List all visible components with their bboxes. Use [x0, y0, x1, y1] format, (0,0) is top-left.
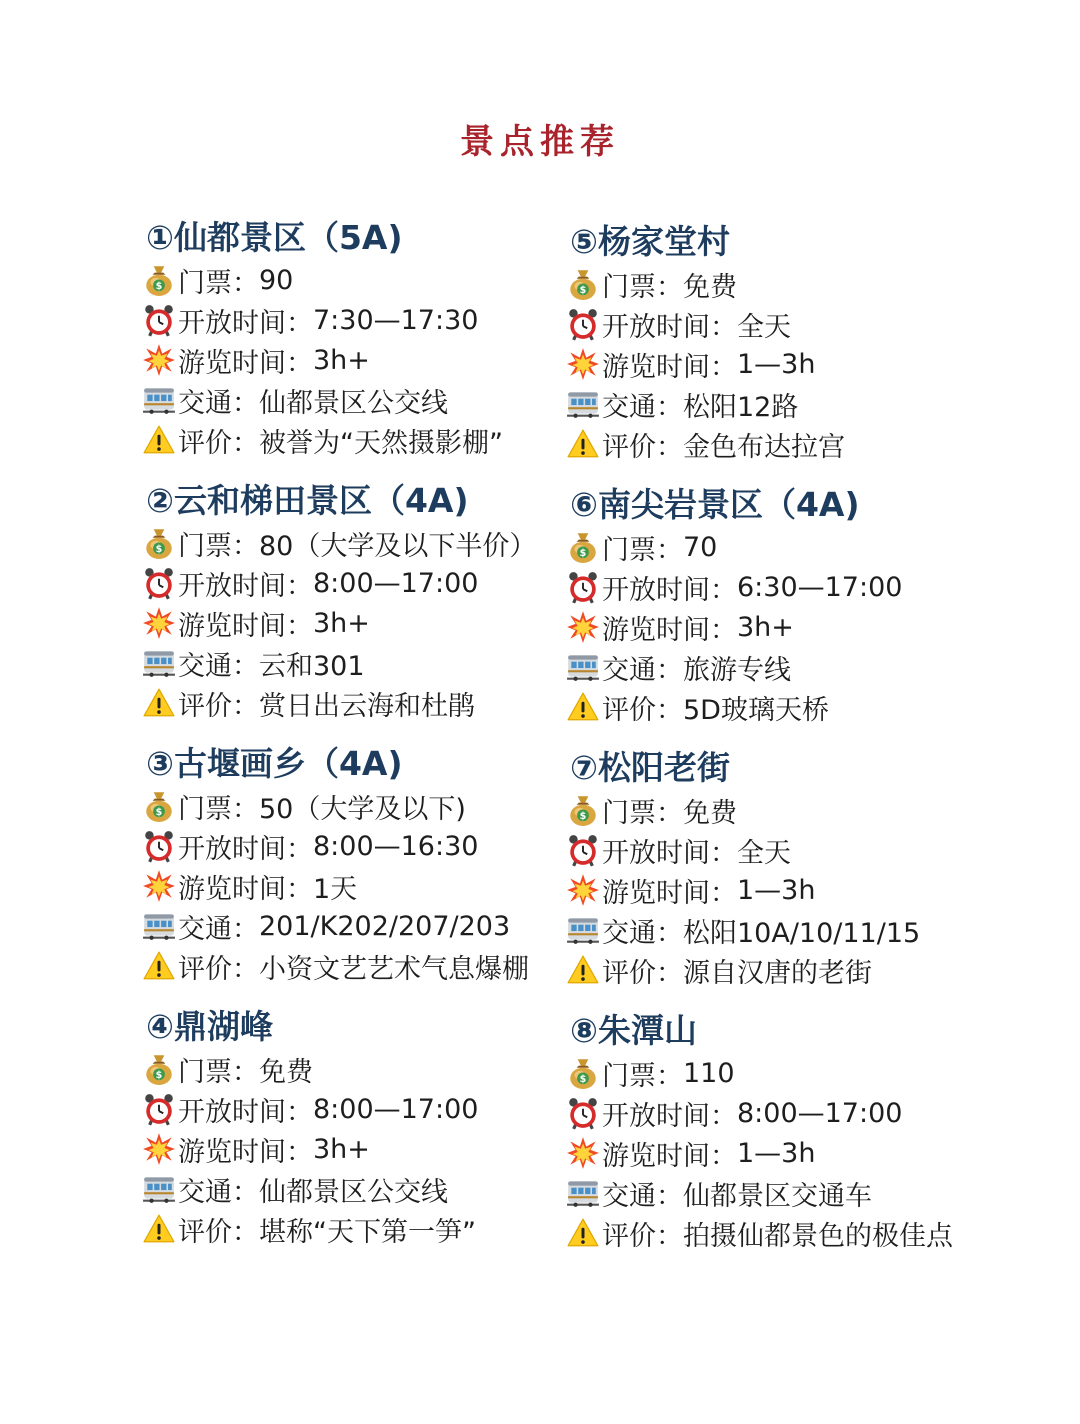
hours-label: 开放时间： — [178, 307, 313, 339]
hours-value: 8:00—16:30 — [313, 830, 479, 862]
duration-value: 3h+ — [313, 607, 370, 639]
transport-value: 旅游专线 — [683, 654, 791, 686]
hours-label: 开放时间： — [178, 833, 313, 865]
spot-title: ⑥南尖岩景区（4A) — [570, 485, 860, 524]
ticket-label: 门票： — [178, 530, 259, 562]
hours-label: 开放时间： — [602, 574, 737, 606]
spot-card — [566, 746, 986, 990]
review-value: 被誉为“天然摄影棚” — [259, 427, 503, 459]
duration-label: 游览时间： — [602, 877, 737, 909]
ticket-label: 门票： — [178, 793, 259, 825]
spot-transport-row — [142, 380, 562, 420]
hours-label: 开放时间： — [178, 570, 313, 602]
warning-icon — [566, 953, 600, 987]
spot-ticket-row — [142, 260, 562, 300]
duration-label: 游览时间： — [178, 610, 313, 642]
ticket-label: 门票： — [178, 267, 259, 299]
duration-value: 1—3h — [737, 874, 816, 906]
spot-review-row — [142, 1209, 562, 1249]
duration-value: 3h+ — [313, 344, 370, 376]
spot-duration-row — [142, 866, 562, 906]
spot-ticket-row — [142, 523, 562, 563]
money-bag-icon — [142, 263, 176, 297]
hours-label: 开放时间： — [602, 1100, 737, 1132]
review-value: 赏日出云海和杜鹃 — [259, 690, 475, 722]
spot-ticket-row — [566, 1053, 986, 1093]
transport-value: 松阳12路 — [683, 391, 799, 423]
warning-icon — [142, 686, 176, 720]
hours-value: 6:30—17:00 — [737, 571, 903, 603]
review-value: 5D玻璃天桥 — [683, 694, 829, 726]
duration-label: 游览时间： — [602, 351, 737, 383]
spot-hours-row — [566, 830, 986, 870]
ticket-value: 免费 — [683, 271, 737, 303]
ticket-value: 50（大学及以下) — [259, 793, 466, 825]
alarm-clock-icon — [566, 833, 600, 867]
review-value: 小资文艺艺术气息爆棚 — [259, 953, 529, 985]
warning-icon — [566, 427, 600, 461]
spot-card — [142, 1005, 562, 1249]
ticket-label: 门票： — [602, 271, 683, 303]
spot-card — [142, 742, 562, 986]
transport-label: 交通： — [178, 650, 259, 682]
spot-hours-row — [142, 1089, 562, 1129]
duration-label: 游览时间： — [178, 347, 313, 379]
collision-icon — [566, 347, 600, 381]
spot-review-row — [566, 1213, 986, 1253]
tram-icon — [566, 913, 600, 947]
tram-icon — [142, 909, 176, 943]
alarm-clock-icon — [566, 570, 600, 604]
spot-ticket-row — [566, 527, 986, 567]
ticket-value: 免费 — [259, 1056, 313, 1088]
spot-title: ⑤杨家堂村 — [570, 222, 730, 261]
spot-duration-row — [142, 603, 562, 643]
spot-card — [142, 479, 562, 723]
warning-icon — [142, 423, 176, 457]
review-label: 评价： — [178, 690, 259, 722]
transport-value: 松阳10A/10/11/15 — [683, 917, 921, 949]
transport-value: 仙都景区公交线 — [259, 1176, 448, 1208]
money-bag-icon — [566, 793, 600, 827]
spot-ticket-row — [566, 790, 986, 830]
tram-icon — [566, 1176, 600, 1210]
collision-icon — [566, 610, 600, 644]
duration-value: 1—3h — [737, 1137, 816, 1169]
spot-title: ⑧朱潭山 — [570, 1011, 697, 1050]
collision-icon — [142, 343, 176, 377]
transport-value: 仙都景区公交线 — [259, 387, 448, 419]
alarm-clock-icon — [566, 307, 600, 341]
review-label: 评价： — [178, 953, 259, 985]
hours-value: 全天 — [737, 311, 791, 343]
hours-value: 全天 — [737, 837, 791, 869]
tram-icon — [566, 650, 600, 684]
transport-label: 交通： — [178, 1176, 259, 1208]
spot-card — [566, 220, 986, 464]
hours-label: 开放时间： — [178, 1096, 313, 1128]
hours-label: 开放时间： — [602, 837, 737, 869]
warning-icon — [142, 1212, 176, 1246]
collision-icon — [566, 873, 600, 907]
transport-value: 201/K202/207/203 — [259, 910, 511, 942]
spot-title: ④鼎湖峰 — [146, 1007, 273, 1046]
duration-label: 游览时间： — [178, 873, 313, 905]
money-bag-icon — [566, 1056, 600, 1090]
ticket-label: 门票： — [602, 1060, 683, 1092]
spot-card — [566, 1009, 986, 1253]
tram-icon — [566, 387, 600, 421]
spot-transport-row — [566, 1173, 986, 1213]
duration-label: 游览时间： — [602, 1140, 737, 1172]
money-bag-icon — [142, 1052, 176, 1086]
spot-hours-row — [142, 563, 562, 603]
alarm-clock-icon — [142, 829, 176, 863]
duration-value: 3h+ — [313, 1133, 370, 1165]
review-label: 评价： — [602, 1220, 683, 1252]
spot-review-row — [142, 683, 562, 723]
spot-title: ③古堰画乡（4A) — [146, 744, 403, 783]
ticket-value: 90 — [259, 264, 294, 296]
spot-transport-row — [142, 1169, 562, 1209]
ticket-value: 110 — [683, 1057, 735, 1089]
spot-title: ⑦松阳老街 — [570, 748, 730, 787]
money-bag-icon — [142, 789, 176, 823]
money-bag-icon — [142, 526, 176, 560]
spot-duration-row — [142, 1129, 562, 1169]
hours-value: 8:00—17:00 — [313, 567, 479, 599]
duration-value: 1天 — [313, 873, 358, 905]
review-value: 堪称“天下第一笋” — [259, 1216, 476, 1248]
spot-duration-row — [566, 1133, 986, 1173]
ticket-value: 免费 — [683, 797, 737, 829]
hours-value: 8:00—17:00 — [313, 1093, 479, 1125]
spot-review-row — [566, 424, 986, 464]
spot-hours-row — [566, 304, 986, 344]
transport-label: 交通： — [602, 391, 683, 423]
tram-icon — [142, 383, 176, 417]
ticket-label: 门票： — [602, 797, 683, 829]
review-label: 评价： — [602, 694, 683, 726]
spot-card — [566, 483, 986, 727]
spot-title: ①仙都景区（5A) — [146, 218, 403, 257]
hours-value: 7:30—17:30 — [313, 304, 479, 336]
spot-transport-row — [566, 910, 986, 950]
hours-value: 8:00—17:00 — [737, 1097, 903, 1129]
transport-value: 仙都景区交通车 — [683, 1180, 872, 1212]
spot-duration-row — [142, 340, 562, 380]
spot-hours-row — [142, 300, 562, 340]
spot-ticket-row — [142, 786, 562, 826]
transport-label: 交通： — [602, 1180, 683, 1212]
alarm-clock-icon — [142, 566, 176, 600]
collision-icon — [142, 606, 176, 640]
page-title: 景点推荐 — [460, 122, 620, 162]
transport-value: 云和301 — [259, 650, 365, 682]
spot-hours-row — [142, 826, 562, 866]
spot-hours-row — [566, 1093, 986, 1133]
review-label: 评价： — [602, 431, 683, 463]
money-bag-icon — [566, 530, 600, 564]
duration-value: 3h+ — [737, 611, 794, 643]
transport-label: 交通： — [178, 387, 259, 419]
review-value: 拍摄仙都景色的极佳点 — [683, 1220, 953, 1252]
ticket-value: 80（大学及以下半价） — [259, 530, 537, 562]
spot-transport-row — [566, 384, 986, 424]
review-label: 评价： — [178, 1216, 259, 1248]
spot-hours-row — [566, 567, 986, 607]
warning-icon — [142, 949, 176, 983]
tram-icon — [142, 1172, 176, 1206]
spot-transport-row — [142, 906, 562, 946]
transport-label: 交通： — [602, 654, 683, 686]
warning-icon — [566, 1216, 600, 1250]
review-value: 源自汉唐的老街 — [683, 957, 872, 989]
tram-icon — [142, 646, 176, 680]
ticket-label: 门票： — [178, 1056, 259, 1088]
collision-icon — [566, 1136, 600, 1170]
spot-transport-row — [566, 647, 986, 687]
collision-icon — [142, 869, 176, 903]
duration-value: 1—3h — [737, 348, 816, 380]
spot-ticket-row — [566, 264, 986, 304]
spot-review-row — [566, 950, 986, 990]
review-label: 评价： — [602, 957, 683, 989]
spot-duration-row — [566, 344, 986, 384]
transport-label: 交通： — [178, 913, 259, 945]
collision-icon — [142, 1132, 176, 1166]
spot-ticket-row — [142, 1049, 562, 1089]
ticket-label: 门票： — [602, 534, 683, 566]
duration-label: 游览时间： — [602, 614, 737, 646]
alarm-clock-icon — [142, 303, 176, 337]
review-label: 评价： — [178, 427, 259, 459]
alarm-clock-icon — [566, 1096, 600, 1130]
spot-card — [142, 216, 562, 460]
spot-review-row — [142, 420, 562, 460]
duration-label: 游览时间： — [178, 1136, 313, 1168]
review-value: 金色布达拉宫 — [683, 431, 845, 463]
warning-icon — [566, 690, 600, 724]
hours-label: 开放时间： — [602, 311, 737, 343]
spot-duration-row — [566, 870, 986, 910]
spot-transport-row — [142, 643, 562, 683]
money-bag-icon — [566, 267, 600, 301]
alarm-clock-icon — [142, 1092, 176, 1126]
spot-review-row — [142, 946, 562, 986]
spot-title: ②云和梯田景区（4A) — [146, 481, 469, 520]
spot-review-row — [566, 687, 986, 727]
ticket-value: 70 — [683, 531, 718, 563]
transport-label: 交通： — [602, 917, 683, 949]
spot-duration-row — [566, 607, 986, 647]
